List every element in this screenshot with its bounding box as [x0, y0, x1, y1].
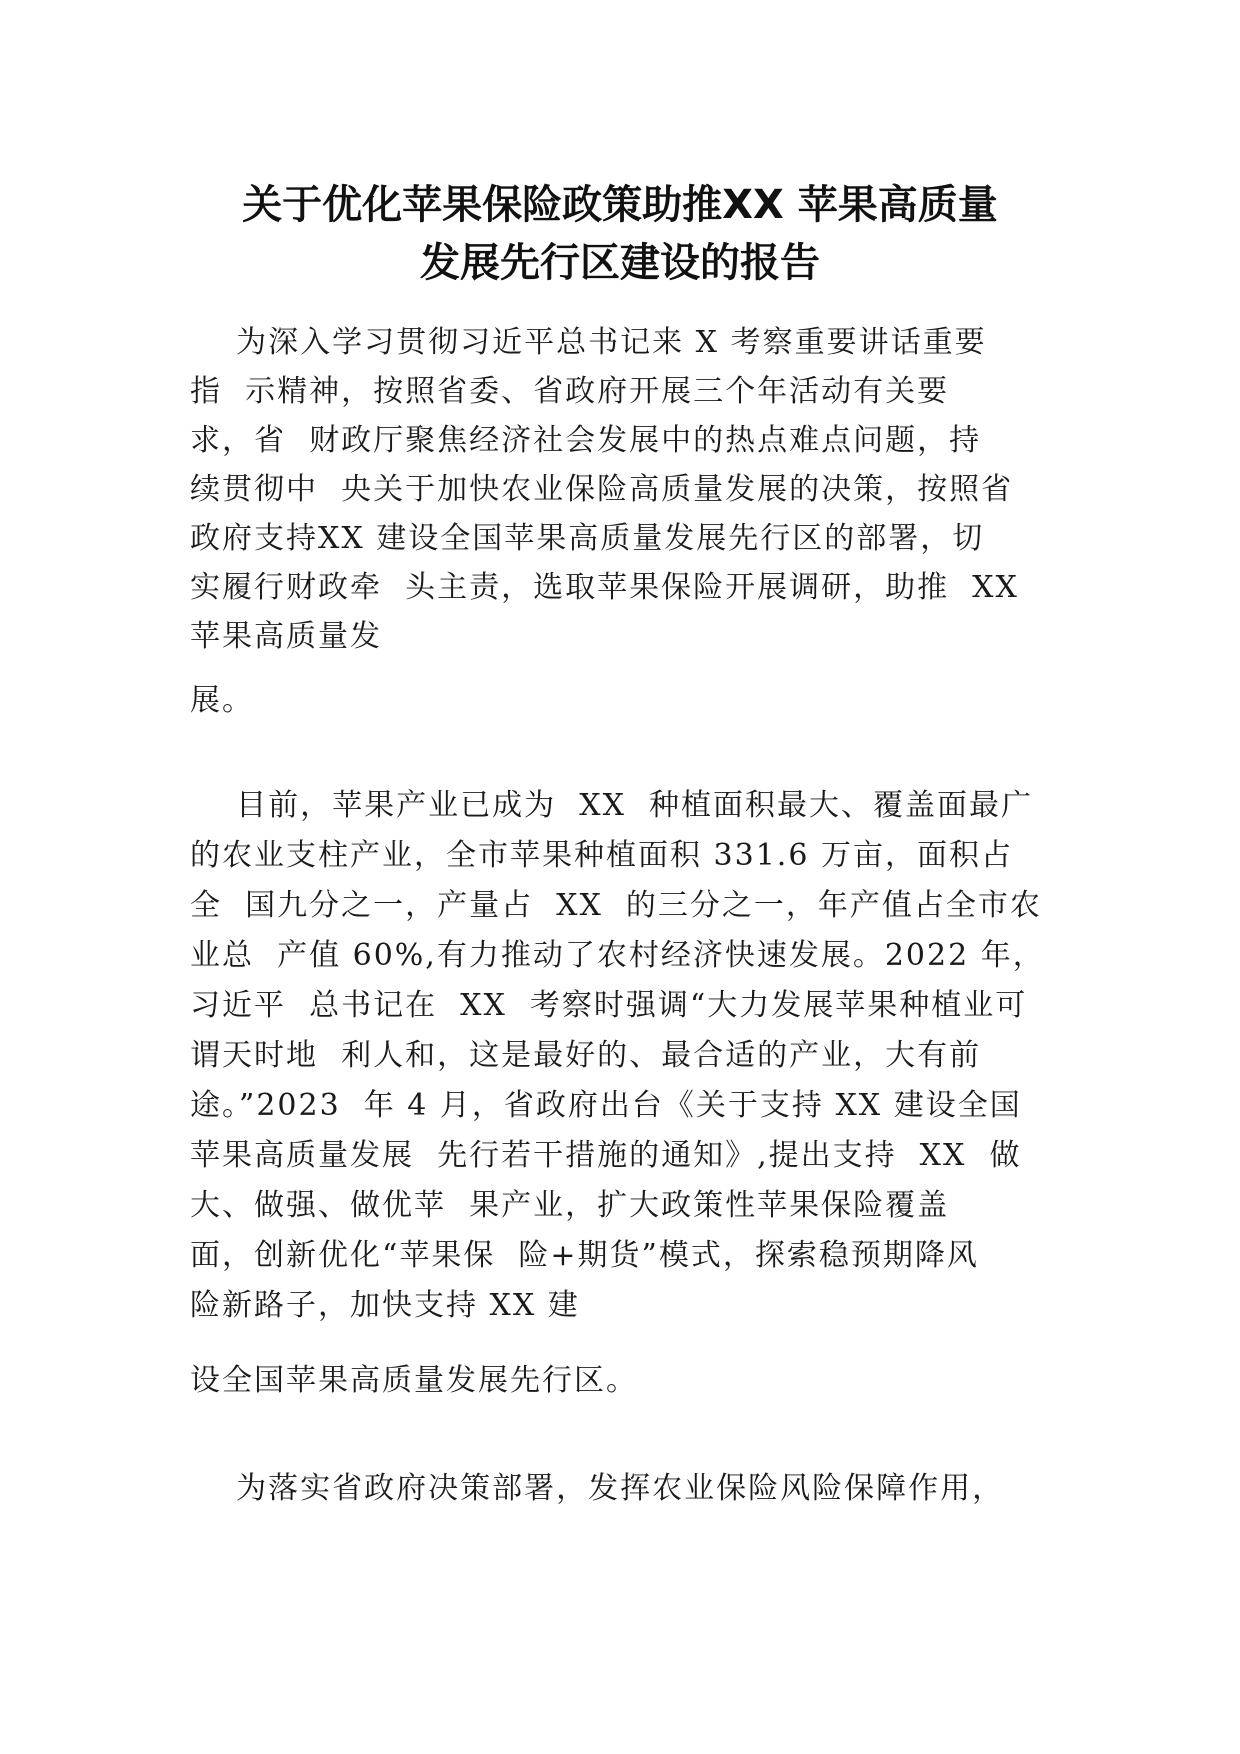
paragraph-2-line: 途。”2023 年 4 月，省政府出台《关于支持 XX 建设全国: [190, 1088, 1022, 1123]
paragraph-2-line: 面，创新优化“苹果保 险+期货”模式，探索稳预期降风: [190, 1238, 979, 1273]
paragraph-2-tail: 设全国苹果高质量发展先行区。: [190, 1363, 638, 1398]
document-title: [150, 176, 1090, 292]
paragraph-2-line: 业总 产值 60%,有力推动了农村经济快速发展。2022 年，: [190, 938, 1045, 973]
paragraph-1-line: 指 示精神，按照省委、省政府开展三个年活动有关要: [190, 374, 950, 409]
paragraph-2-line: 习近平 总书记在 XX 考察时强调“大力发展苹果种植业可: [190, 988, 1028, 1023]
title-line-1: 关于优化苹果保险政策助推XX 苹果高质量: [242, 182, 998, 228]
paragraph-2-line: 大、做强、做优苹 果产业，扩大政策性苹果保险覆盖: [190, 1188, 950, 1223]
paragraph-2-line: 目前，苹果产业已成为 XX 种植面积最大、覆盖面最广: [190, 788, 1034, 823]
paragraph-2-line: 险新路子，加快支持 XX 建: [190, 1288, 580, 1323]
paragraph-2-line: 全 国九分之一，产量占 XX 的三分之一，年产值占全市农: [190, 888, 1042, 923]
paragraph-1-line: 为深入学习贯彻习近平总书记来 X 考察重要讲话重要: [190, 325, 987, 360]
paragraph-2-line: 谓天时地 利人和，这是最好的、最合适的产业，大有前: [190, 1038, 982, 1073]
paragraph-1-line: 求，省 财政厅聚焦经济社会发展中的热点难点问题，持: [190, 423, 982, 458]
title-line-2: 发展先行区建设的报告: [420, 240, 820, 286]
paragraph-1-tail: 展。: [190, 683, 254, 718]
paragraph-2-line: 苹果高质量发展 先行若干措施的通知》,提出支持 XX 做: [190, 1138, 1022, 1173]
paragraph-1-line: 续贯彻中 央关于加快农业保险高质量发展的决策，按照省: [190, 472, 1014, 507]
paragraph-1-line: 实履行财政牵 头主责，选取苹果保险开展调研，助推 XX: [190, 570, 1019, 605]
paragraph-2-line: 的农业支柱产业，全市苹果种植面积 331.6 万亩，面积占: [190, 838, 1013, 873]
paragraph-1-line: 政府支持XX 建设全国苹果高质量发展先行区的部署，切: [190, 521, 985, 556]
paragraph-1-line: 苹果高质量发: [190, 619, 382, 654]
paragraph-3-line: 为落实省政府决策部署，发挥农业保险风险保障作用，: [190, 1471, 1005, 1506]
